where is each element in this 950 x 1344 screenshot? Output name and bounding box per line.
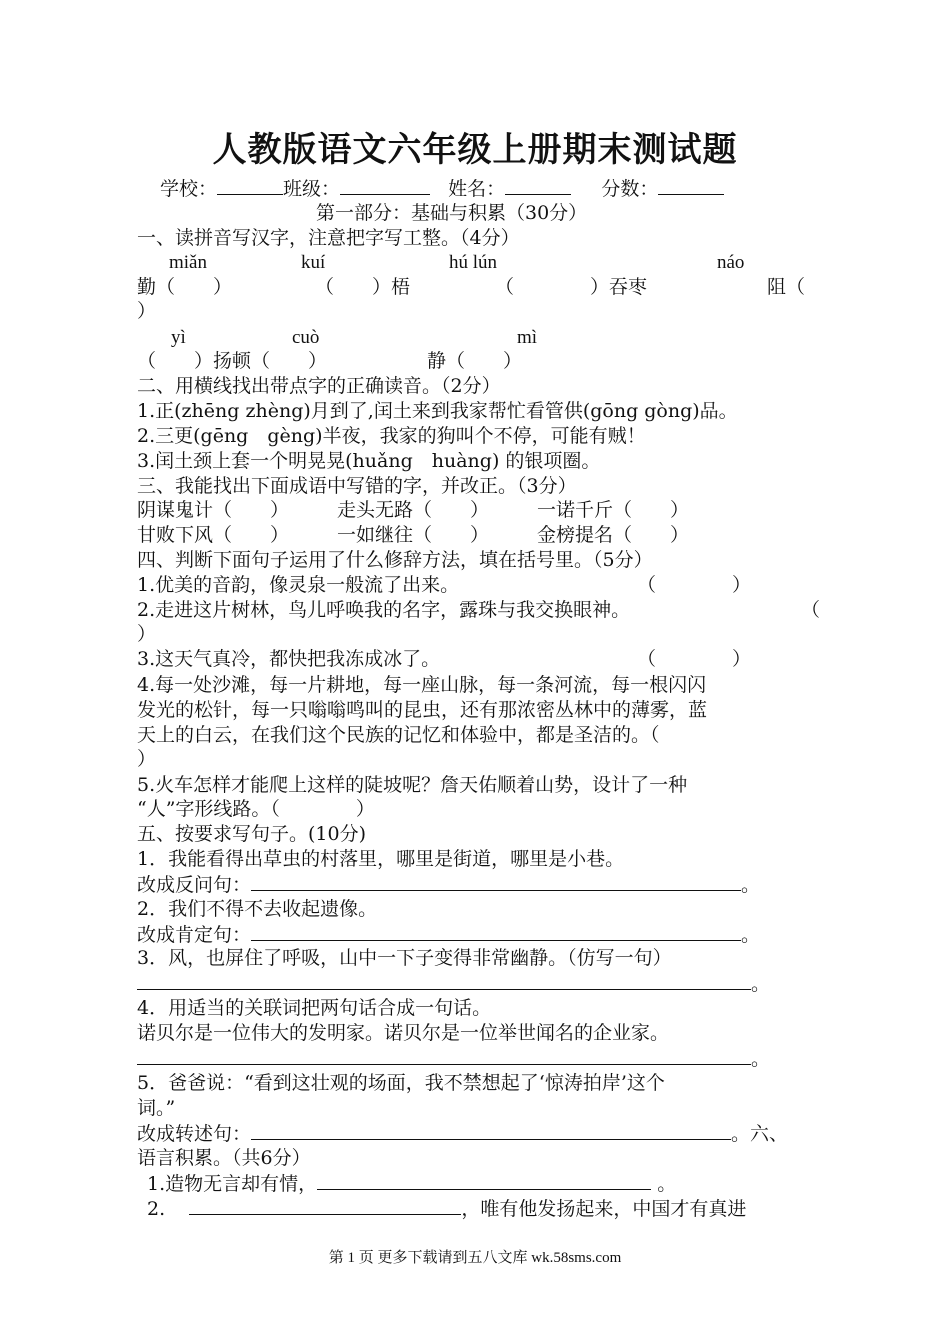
q5-answer-line	[137, 1121, 815, 1146]
q5-answer-line	[137, 1046, 815, 1071]
q5-item: 3．风，也屏住了呼吸，山中一下子变得非常幽静。（仿写一句）	[137, 947, 672, 969]
answer-label: 改成转述句：	[137, 1123, 252, 1145]
q6-heading: 语言积累。（共6分）	[137, 1147, 311, 1169]
q6-item	[147, 1171, 825, 1196]
pinyin: cuò	[292, 327, 320, 348]
score-blank[interactable]	[658, 176, 724, 195]
pinyin: náo	[717, 252, 745, 273]
q4-sentence-line: 5.火车怎样才能爬上这样的陡坡呢？詹天佑顺着山势，设计了一种	[137, 774, 688, 796]
q4-sentence	[137, 573, 815, 597]
school-label: 学校：	[160, 178, 218, 200]
score-label: 分数：	[601, 178, 659, 200]
class-blank[interactable]	[340, 176, 430, 195]
period: 。	[657, 1173, 677, 1195]
pinyin: kuí	[301, 252, 326, 273]
word-blank[interactable]: （ ）扬顿（ ）	[137, 350, 328, 372]
q5-item: 5．爸爸说：“看到这壮观的场面，我不禁想起了‘惊涛拍岸’这个	[137, 1072, 665, 1094]
name-label: 姓名：	[448, 178, 506, 200]
q5-item: 1．我能看得出草虫的村落里，哪里是街道，哪里是小巷。	[137, 848, 625, 870]
answer-paren-open[interactable]: （	[801, 599, 821, 621]
info-line	[160, 176, 838, 201]
q4-sentence-line: 发光的松针，每一只嗡嗡鸣叫的昆虫，还有那浓密丛林中的薄雾，蓝	[137, 699, 708, 721]
q5-heading: 五、按要求写句子。(10分)	[137, 823, 367, 845]
period: 。	[741, 874, 761, 896]
q5-item: 4．用适当的关联词把两句话合成一句话。	[137, 997, 492, 1019]
idiom-item[interactable]: 一诺千斤（ ）	[537, 499, 690, 521]
answer-blank[interactable]	[137, 1046, 751, 1065]
q5-item: 诺贝尔是一位伟大的发明家。诺贝尔是一位举世闻名的企业家。	[137, 1022, 670, 1044]
idiom-item[interactable]: 一如继往（ ）	[337, 524, 490, 546]
q5-answer-line	[137, 922, 815, 947]
period: 。	[751, 1048, 771, 1070]
word-blank[interactable]: 勤（ ）	[137, 276, 233, 298]
answer-label: 改成反问句：	[137, 874, 252, 896]
answer-blank[interactable]	[137, 971, 751, 990]
q2-item: 3.闰土颈上套一个明晃晃(huǎng huàng) 的银项圈。	[137, 450, 601, 472]
q5-answer-line	[137, 971, 815, 996]
idiom-item[interactable]: 阴谋鬼计（ ）	[137, 499, 290, 521]
answer-paren[interactable]: （ ）	[637, 648, 752, 670]
sentence-text: 2.走进这片树林，鸟儿呼唤我的名字，露珠与我交换眼神。	[137, 599, 631, 621]
answer-blank[interactable]	[251, 1121, 731, 1140]
idiom-item[interactable]: 走头无路（ ）	[337, 499, 490, 521]
q4-close: ）	[137, 623, 157, 645]
q4-sentence-line: 4.每一处沙滩，每一片耕地，每一座山脉，每一条河流，每一根闪闪	[137, 674, 707, 696]
page-footer: 第 1 页 更多下载请到五八文库 wk.58sms.com	[328, 1250, 622, 1266]
word-blank[interactable]: 阻（	[767, 276, 806, 298]
q6-item	[147, 1196, 825, 1221]
idiom-item[interactable]: 金榜提名（ ）	[537, 524, 690, 546]
item-number: 2.	[147, 1198, 166, 1220]
sentence-text: 1.优美的音韵，像灵泉一般流了出来。	[137, 574, 460, 596]
idiom-item[interactable]: 甘败下风（ ）	[137, 524, 290, 546]
q2-item: 1.正(zhēng zhèng)月到了,闰土来到我家帮忙看管供(gōng gòng)品。	[137, 400, 738, 422]
item-text: ，唯有他发扬起来，中国才有真进	[461, 1198, 747, 1220]
pinyin: mì	[517, 327, 538, 348]
section-number: 六、	[750, 1123, 789, 1145]
q3-heading: 三、我能找出下面成语中写错的字，并改正。（3分）	[137, 475, 577, 497]
answer-label: 改成肯定句：	[137, 924, 252, 946]
word-blank[interactable]: 静（ ）	[427, 350, 523, 372]
q2-heading: 二、用横线找出带点字的正确读音。（2分）	[137, 375, 501, 397]
pinyin: hú lún	[449, 252, 498, 273]
period: 。	[751, 973, 771, 995]
word-blank[interactable]: （ ）吞枣	[495, 276, 648, 298]
word-blank[interactable]: （ ）梧	[315, 276, 411, 298]
part-heading: 第一部分：基础与积累（30分）	[316, 202, 588, 224]
q4-close: ）	[137, 748, 157, 770]
pinyin: yì	[171, 327, 186, 348]
sentence-text: 3.这天气真冷，都快把我冻成冰了。	[137, 648, 441, 670]
period: 。	[741, 924, 761, 946]
q4-sentence	[137, 598, 821, 622]
q1-heading: 一、读拼音写汉字，注意把字写工整。（4分）	[137, 227, 520, 249]
q2-item: 2.三更(gēng gèng)半夜，我家的狗叫个不停，可能有贼！	[137, 425, 646, 447]
pinyin: miǎn	[169, 252, 207, 273]
period: 。	[731, 1123, 751, 1145]
answer-blank[interactable]	[317, 1171, 651, 1190]
q4-sentence-line: 天上的白云，在我们这个民族的记忆和体验中，都是圣洁的。（	[137, 724, 660, 746]
page-title: 人教版语文六年级上册期末测试题	[212, 130, 738, 170]
q5-answer-line	[137, 872, 815, 897]
q4-heading: 四、判断下面句子运用了什么修辞方法，填在括号里。（5分）	[137, 549, 653, 571]
class-label: 班级：	[283, 178, 341, 200]
q4-sentence	[137, 647, 815, 671]
name-blank[interactable]	[505, 176, 571, 195]
item-text: 1.造物无言却有情，	[147, 1173, 318, 1195]
school-blank[interactable]	[217, 176, 283, 195]
answer-paren[interactable]: （ ）	[637, 574, 752, 596]
q1-wrap: ）	[137, 300, 157, 322]
q4-sentence-line: “人”字形线路。（ ）	[137, 798, 375, 820]
q5-item: 词。”	[137, 1097, 176, 1119]
q5-item: 2．我们不得不去收起遗像。	[137, 898, 378, 920]
answer-blank[interactable]	[251, 872, 741, 891]
answer-blank[interactable]	[251, 922, 741, 941]
answer-blank[interactable]	[189, 1196, 461, 1215]
